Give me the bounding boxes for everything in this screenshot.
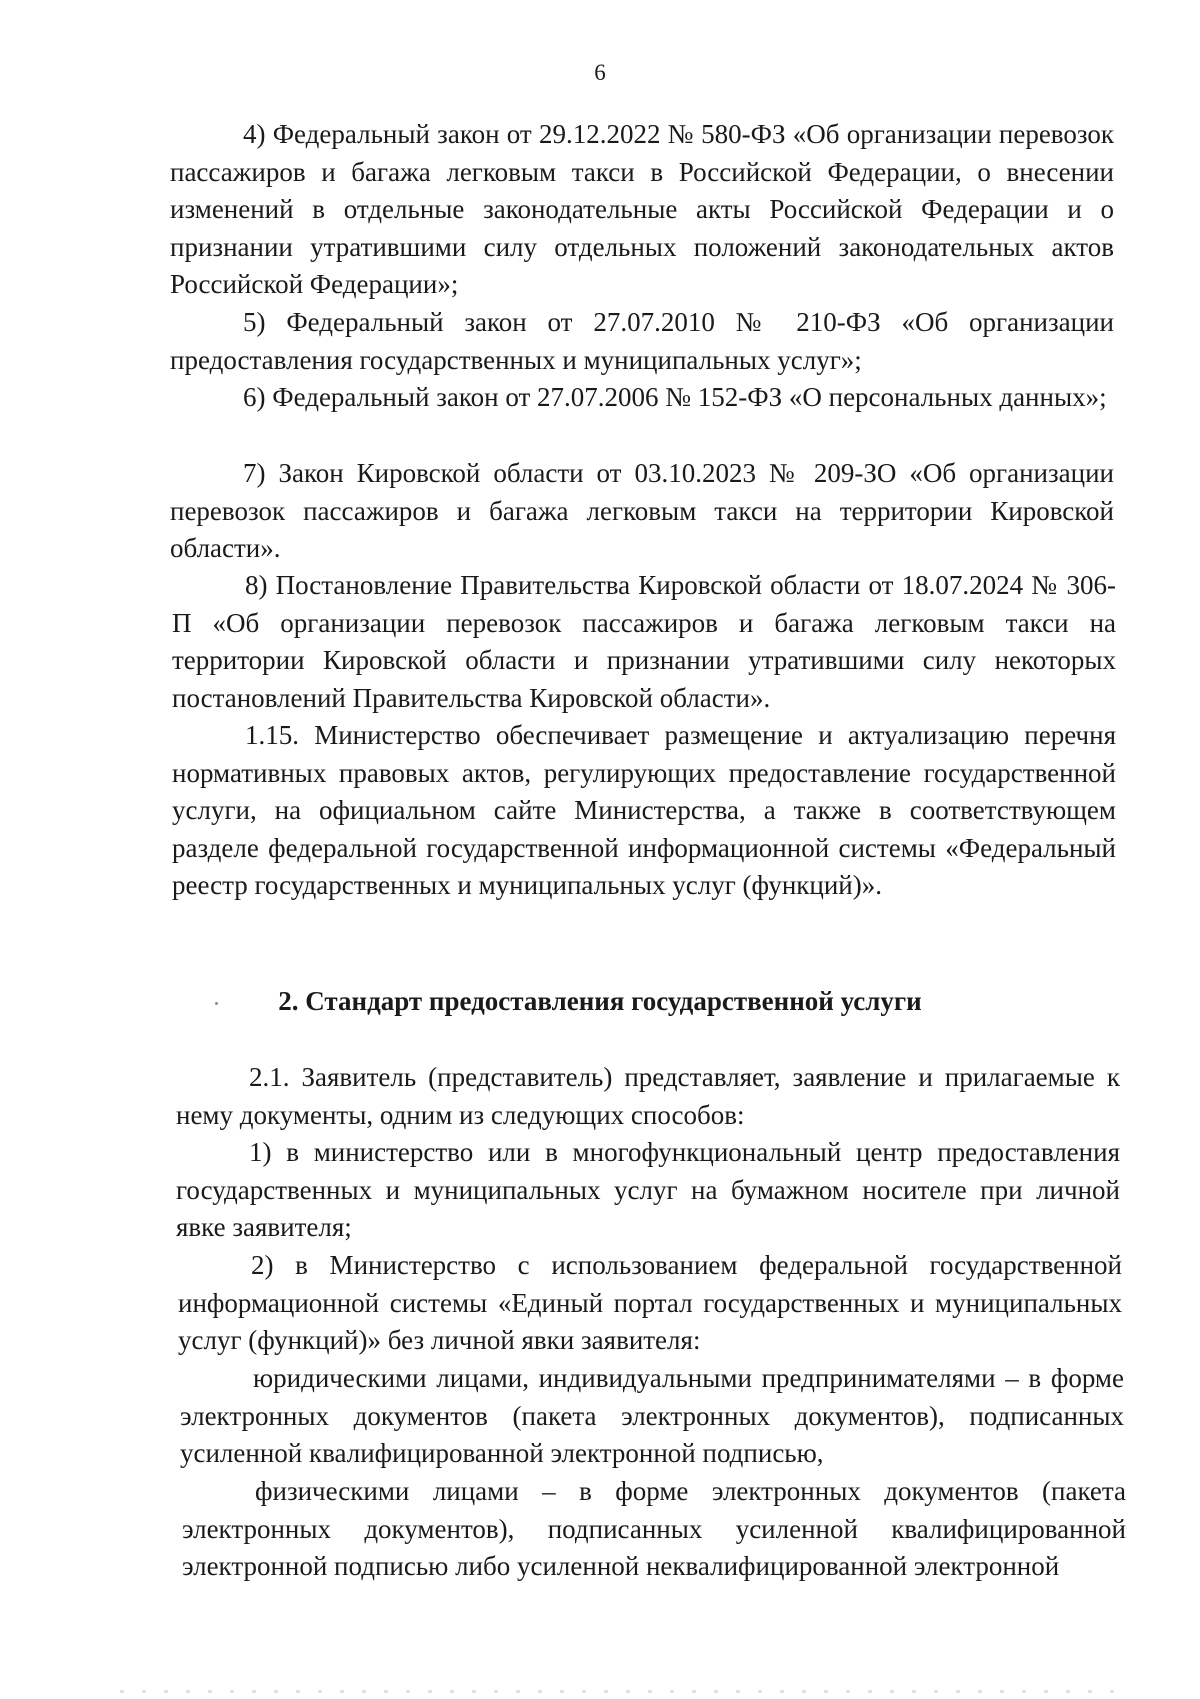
paragraph-resolution-306: 8) Постановление Правительства Кировской области от 18.07.2024 № 306-П «Об организации перевозок пассажиров и багажа легковым такси на территории Кировской области и признании утратившими силу некоторых постановлений Правительства Кировской области».	[172, 570, 1116, 713]
paragraph-legal-entities: юридическими лицами, индивидуальными предпринимателями – в форме электронных документов (пакета электронных документов), подписанных усиленной квалифицированной электронной подписью,	[180, 1363, 1124, 1469]
paragraph-2-1-item-2: 2) в Министерство с использованием федеральной государственной информационной системы «Единый портал государственных и муниципальных услуг (функций)» без личной явки заявителя:	[178, 1250, 1122, 1356]
paragraph-1-15: 1.15. Министерство обеспечивает размещение и актуализацию перечня нормативных правовых актов, регулирующих предоставление государственной услуги, на официальном сайте Министерства, а также в соответствующем разделе федеральной государственной информационной системы «Федеральный реестр государственных и муниципальных услуг (функций)».	[172, 720, 1116, 901]
paragraph-law-152: 6) Федеральный закон от 27.07.2006 № 152-ФЗ «О персональных данных»;	[243, 382, 1107, 412]
scan-edge-noise	[120, 1690, 1120, 1693]
paragraph-law-209: 7) Закон Кировской области от 03.10.2023 № 209-ЗО «Об организации перевозок пассажиров и багажа легковым такси на территории Кировской области».	[170, 458, 1114, 564]
page-number: 6	[594, 60, 606, 85]
paragraph-law-580: 4) Федеральный закон от 29.12.2022 № 580-ФЗ «Об организации перевозок пассажиров и багажа легковым такси в Российской Федерации, о внесении изменений в отдельные законодательные акты Российской Федерации и о признании утратившими силу отдельных положений законодательных актов Российской Федерации»;	[170, 119, 1114, 300]
paragraph-individuals: физическими лицами – в форме электронных документов (пакета электронных документов), подписанных усиленной квалифицированной электронной подписью либо усиленной неквалифицированной электронной	[182, 1476, 1126, 1582]
paragraph-2-1-item-1: 1) в министерство или в многофункциональный центр предоставления государственных и муниципальных услуг на бумажном носителе при личной явке заявителя;	[176, 1137, 1120, 1243]
paragraph-law-210: 5) Федеральный закон от 27.07.2010 № 210-ФЗ «Об организации предоставления государственных и муниципальных услуг»;	[170, 307, 1114, 375]
section-heading: 2. Стандарт предоставления государственной услуги	[278, 986, 922, 1016]
paragraph-2-1: 2.1. Заявитель (представитель) представляет, заявление и прилагаемые к нему документы, одним из следующих способов:	[176, 1062, 1120, 1130]
